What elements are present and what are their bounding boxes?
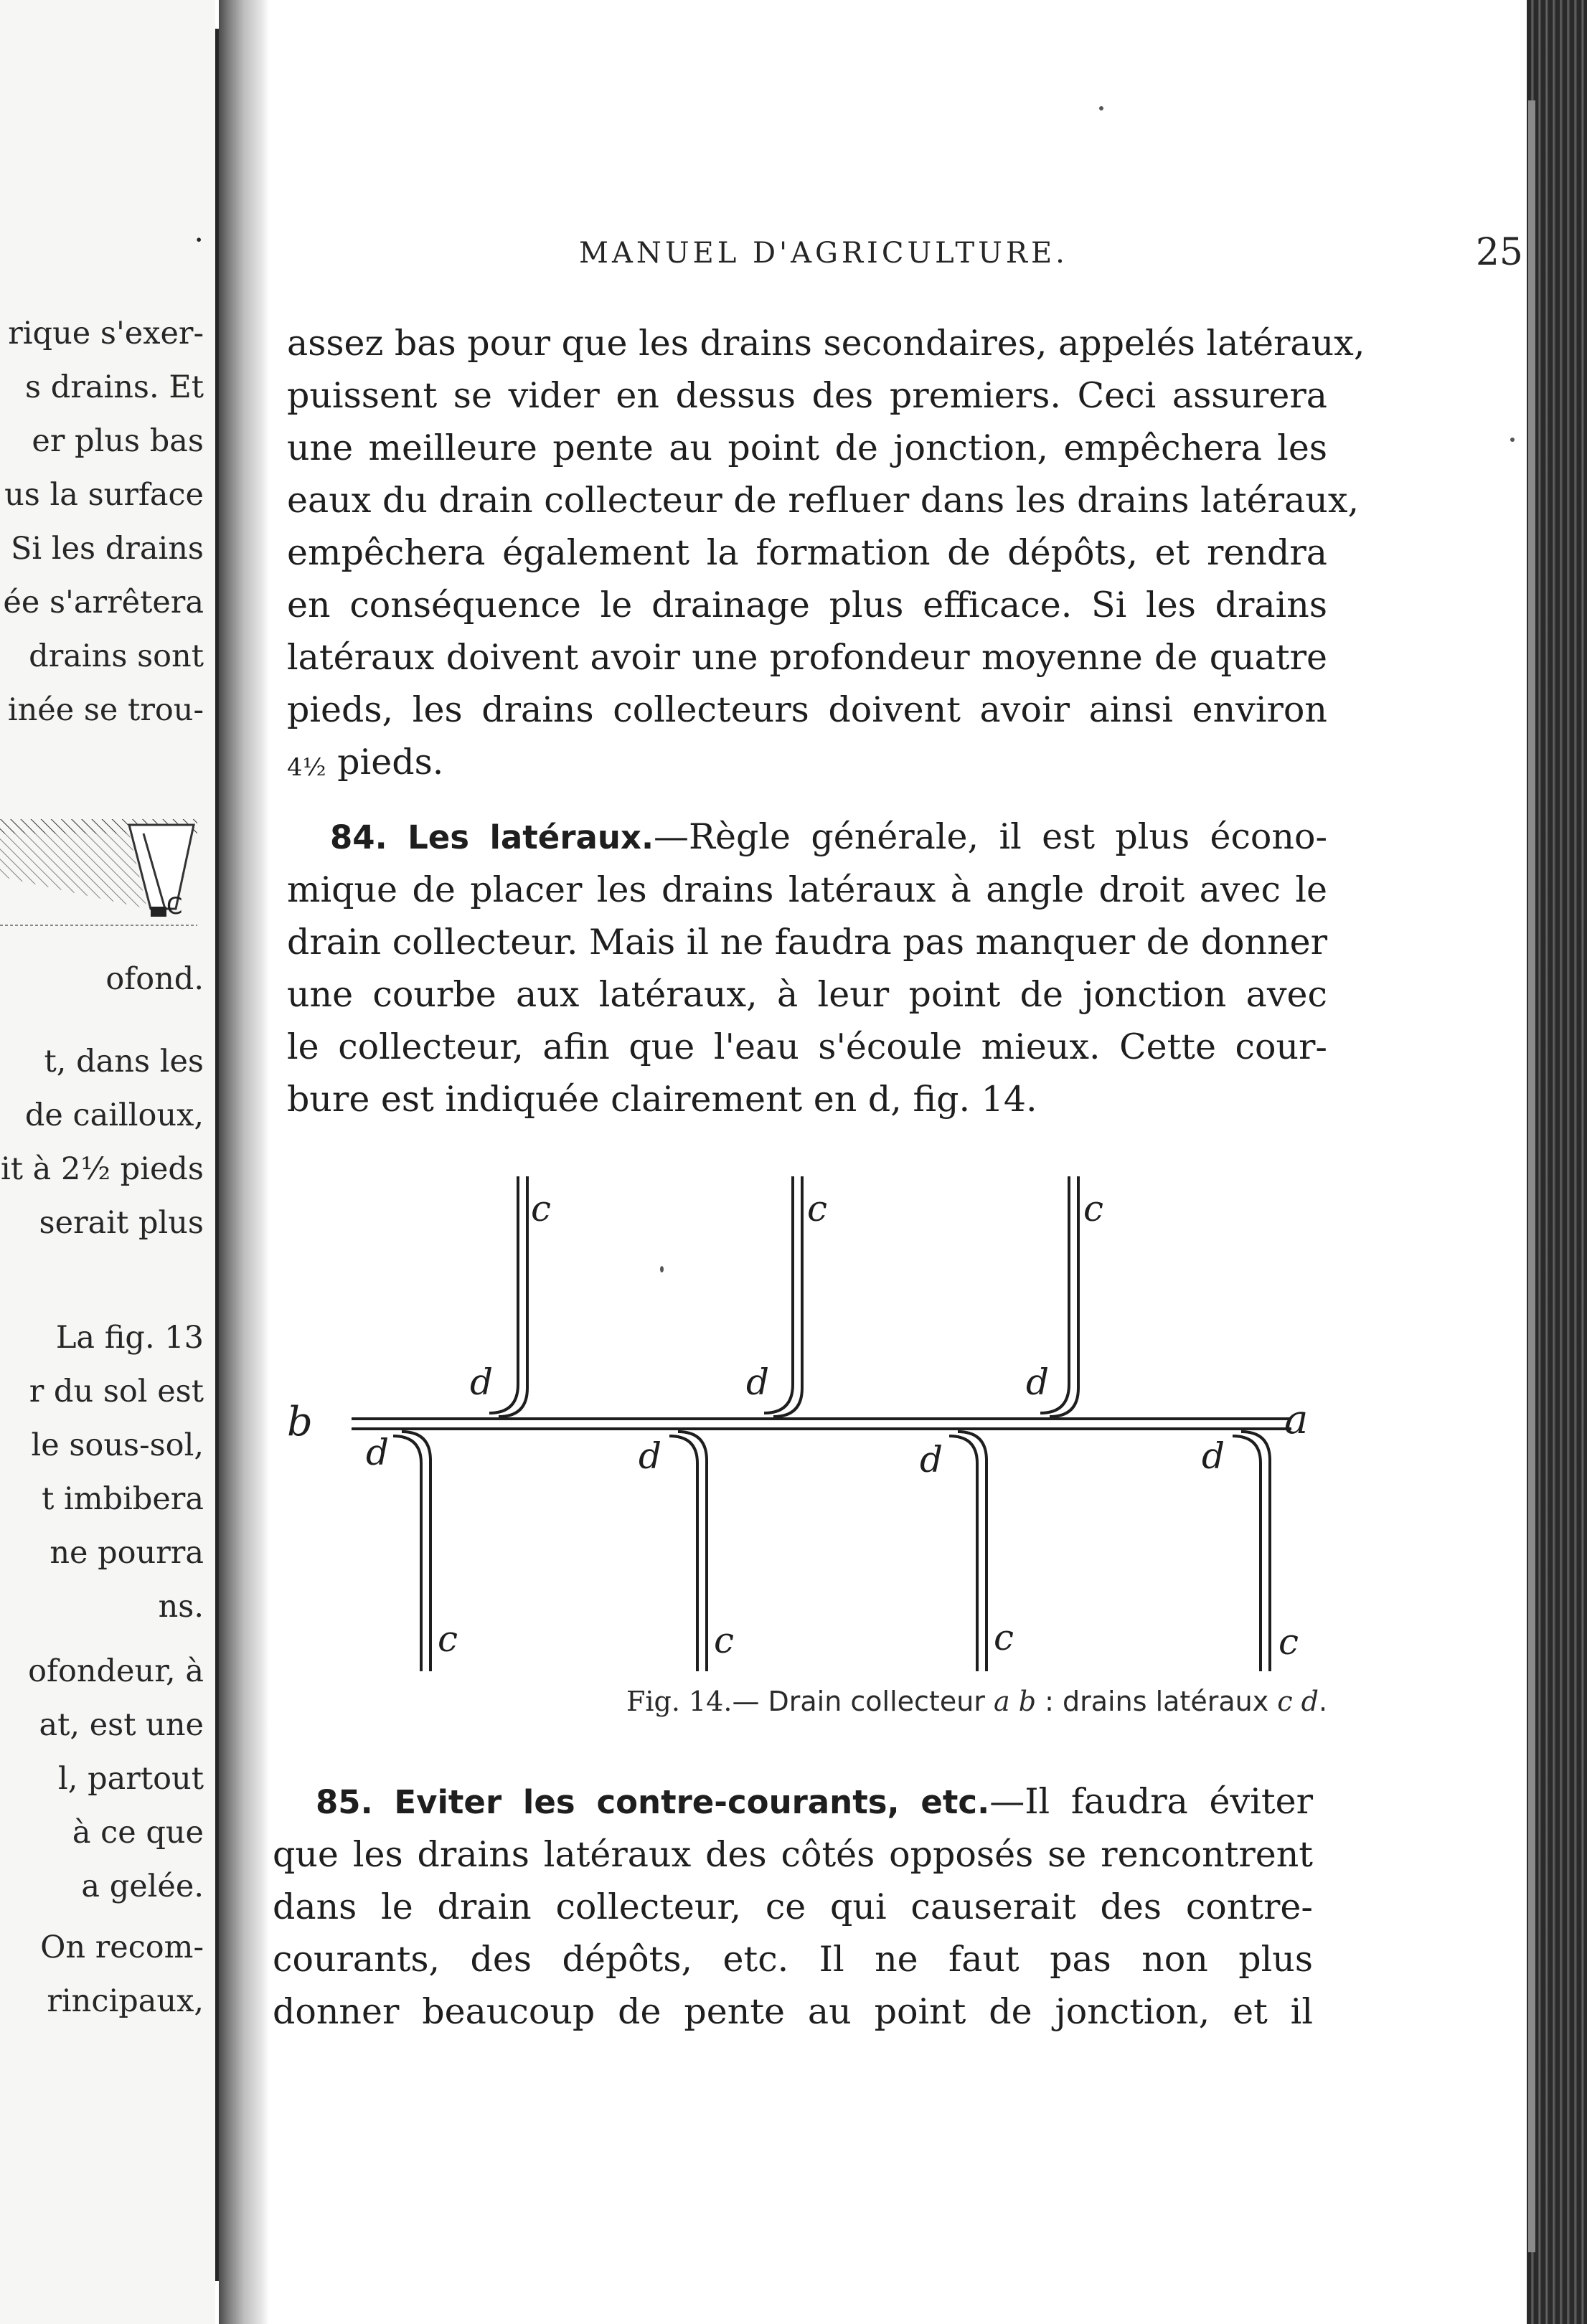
left-page-line: a gelée. [81,1869,204,1904]
section-number: 85. [316,1783,373,1821]
text-line [287,736,1327,788]
left-page-line: er plus bas [32,423,204,459]
figure-label-c: c [531,1188,552,1229]
paragraph-continuation [287,317,1578,788]
left-page-line: r du sol est [29,1374,204,1409]
lateral-drain-lower [949,1436,977,1671]
lateral-drain-lower [678,1432,707,1671]
running-head [248,231,1528,294]
left-page-line: On recom- [40,1929,204,1965]
left-page-line: à ce que [72,1815,204,1851]
left-page-line: inée se trou- [7,692,204,728]
book-page-edge-highlight [1528,100,1535,2252]
text-line: drain collecteur. Mais il ne faudra pas manquer de donner [287,922,1328,963]
section-title: Eviter les contre-courants, etc. [394,1783,990,1821]
text-fragment: —Règle générale, il est plus écono- [654,816,1328,857]
section-title: Les latéraux. [408,818,654,856]
lateral-drain-upper [1050,1176,1078,1417]
left-page-line: La fig. 13 [55,1320,204,1356]
left-page-line: s drains. Et [25,369,204,405]
book-page-edges [1527,0,1587,2324]
speck [660,1266,664,1272]
left-page-line: it à 2½ pieds [0,1151,204,1187]
figure-label-d: d [1026,1361,1050,1403]
text-line: mique de placer les drains latéraux à angle droit avec le [287,869,1327,910]
left-page-line: rique s'exer- [8,316,204,351]
text-line: dans le drain collecteur, ce qui causerait des contre- [273,1886,1313,1927]
left-page-line: t, dans les [44,1044,204,1080]
figure-14-drain-diagram [280,1169,1313,1693]
section-84 [287,811,1578,1125]
caption-text: : drains latéraux [1036,1686,1278,1717]
text-line: courants, des dépôts, etc. Il ne faut pas non plus [273,1939,1313,1980]
left-page-line: le sous-sol, [31,1427,204,1463]
text-line: bure est indiquée clairement en d, fig. 14. [287,1079,1037,1120]
figure-label-c: c [714,1620,735,1661]
text-line: assez bas pour que les drains secondaires, appelés latéraux, [287,323,1365,364]
text-line: pieds, les drains collecteurs doivent avoir ainsi environ [287,689,1327,730]
drain-diagram-svg [280,1169,1313,1693]
figure-label-c: c [994,1617,1014,1658]
left-page-line: us la surface [4,477,204,513]
figure-label-c: c [1083,1188,1104,1229]
lateral-drain-lower [958,1432,986,1671]
figure-label-d: d [639,1435,662,1477]
text-line: puissent se vider en dessus des premiers. Ceci assurera [287,375,1327,416]
left-page-line: · [194,222,204,258]
left-page-line: ofond. [105,961,204,997]
text-line: latéraux doivent avoir une profondeur moyenne de quatre [287,637,1327,678]
section-heading-line [273,1775,1313,1828]
left-page-line: rincipaux, [47,1983,204,2019]
figure-label-c: c [438,1618,458,1660]
figure-label-d: d [746,1361,770,1403]
figure-number: Fig. 14. [626,1686,733,1717]
left-page-line: at, est une [39,1707,204,1743]
figure-label-c: c [807,1188,828,1229]
section-heading-line [287,811,1327,864]
text-line: le collecteur, afin que l'eau s'écoule mieux. Cette cour- [287,1026,1327,1067]
page [248,0,1528,2324]
text-line: en conséquence le drainage plus efficace. Si les drains [287,585,1327,625]
text-line: une courbe aux latéraux, à leur point de jonction avec [287,974,1327,1015]
page-header-title: MANUEL D'AGRICULTURE. [579,237,1068,270]
lateral-drain-lower [1233,1436,1261,1671]
text-fragment: pieds. [326,742,444,783]
left-page-line: ée s'arrêtera [3,585,204,620]
figure-caption [626,1686,1327,1717]
figure-label-d: d [1202,1435,1225,1477]
left-page-line: t imbibera [42,1481,204,1517]
left-page-line: ofondeur, à [28,1653,204,1689]
speck [1510,438,1515,442]
section-85 [273,1775,1564,2038]
left-page-line: l, partout [58,1761,204,1797]
text-line: que les drains latéraux des côtés opposés se rencontrent [273,1834,1313,1875]
section-number: 84. [330,818,387,856]
lateral-drain-lower [393,1436,421,1671]
lateral-drain-lower [1241,1432,1270,1671]
fraction-glyph: 4½ [287,753,326,782]
figure-label-d: d [920,1439,943,1480]
caption-text: . [1318,1686,1328,1717]
left-page-line: drains sont [29,638,204,674]
caption-letters: a b [994,1686,1037,1717]
left-page-line: ne pourra [50,1535,204,1571]
left-figure-label: C [166,892,183,920]
left-page-line: de cailloux, [24,1097,204,1133]
page-number: 25 [1475,231,1523,274]
figure-label-d: d [366,1432,390,1473]
text-line: donner beaucoup de pente au point de jonction, et il [273,1991,1313,2032]
figure-label-c: c [1278,1621,1299,1663]
lateral-drain-upper [489,1176,518,1413]
text-line: eaux du drain collecteur de refluer dans les drains latéraux, [287,480,1360,521]
lateral-drain-lower [669,1436,697,1671]
left-page-figure [0,819,197,928]
left-page-line: ns. [158,1589,204,1625]
text-line: une meilleure pente au point de jonction, empêchera les [287,428,1327,468]
speck [1099,106,1103,110]
left-page-line: serait plus [39,1205,204,1241]
text-line: empêchera également la formation de dépôts, et rendra [287,532,1327,573]
figure-label-a: a [1284,1397,1309,1443]
figure-label-b: b [287,1399,313,1445]
lateral-drain-upper [773,1176,802,1417]
lateral-drain-lower [402,1432,430,1671]
text-fragment: —Il faudra éviter [989,1781,1313,1822]
caption-letters: c d [1277,1686,1319,1717]
caption-text: — Drain collecteur [732,1686,994,1717]
left-page-line: Si les drains [10,531,204,567]
lateral-drain-upper [499,1176,527,1417]
figure-label-d: d [470,1361,494,1403]
previous-page-fragment [0,0,215,2324]
